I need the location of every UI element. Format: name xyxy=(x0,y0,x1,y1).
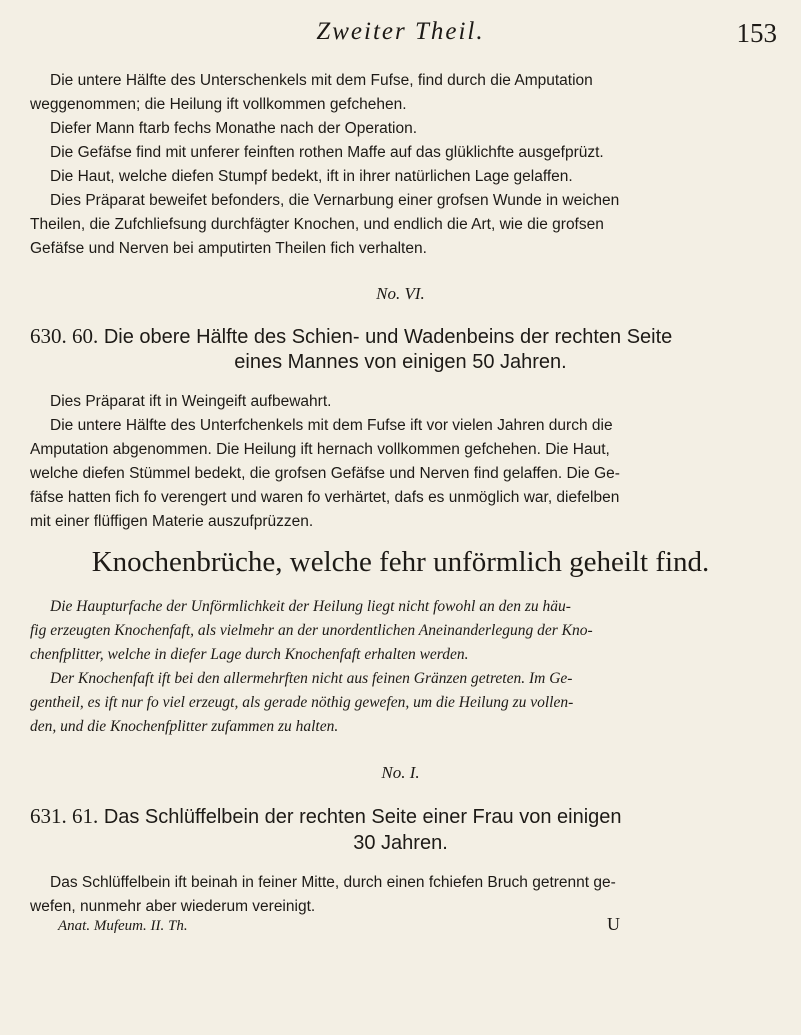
entry-title: Das Schlüffelbein der rechten Seite einer Frau von einigen xyxy=(103,806,622,828)
header-title: Zweiter Theil. xyxy=(316,18,485,45)
paragraph-line: Gefäfse und Nerven bei amputirten Theilen fich verhalten. xyxy=(30,240,427,257)
intro-line: fig erzeugten Knochenfaft, als vielmehr an der unordentlichen Aneinanderlegung der Kno- xyxy=(30,622,593,639)
paragraph-line: mit einer flüffigen Materie auszufprüzzen. xyxy=(30,513,314,530)
section-heading: Knochenbrüche, welche fehr unförmlich geheilt find. xyxy=(91,546,710,578)
paragraph-line: Diefer Mann ftarb fechs Monathe nach der Operation. xyxy=(50,120,418,137)
paragraph-line: Die Haut, welche diefen Stumpf bedekt, ift in ihrer natürlichen Lage gelaffen. xyxy=(50,168,573,185)
page-number: 153 xyxy=(736,18,777,48)
intro-line: chenfplitter, welche in diefer Lage durch Knochenfaft erhalten werden. xyxy=(30,646,469,663)
entry-title-cont: eines Mannes von einigen 50 Jahren. xyxy=(234,351,567,373)
paragraph-line: Amputation abgenommen. Die Heilung ift hernach vollkommen gefchehen. Die Haut, xyxy=(30,441,610,458)
entry-heading xyxy=(30,323,775,350)
paragraph-line: Theilen, die Zufchliefsung durchfägter Knochen, und endlich die Art, wie die grofsen xyxy=(30,216,604,233)
paragraph-line: weggenommen; die Heilung ift vollkommen gefchehen. xyxy=(30,96,407,113)
entry-title: Die obere Hälfte des Schien- und Wadenbeins der rechten Seite xyxy=(103,326,673,348)
entry-number: 630. 60. xyxy=(30,324,99,348)
entry-number: 631. 61. xyxy=(30,804,99,828)
paragraph-line: Die Gefäfse find mit unferer feinften rothen Maffe auf das glüklichfte ausgefprüzt. xyxy=(50,144,604,161)
running-header xyxy=(0,14,801,54)
intro-line: gentheil, es ift nur fo viel erzeugt, als gerade nöthig gewefen, um die Heilung zu vollen- xyxy=(30,694,574,711)
paragraph-line: fäfse hatten fich fo verengert und waren fo verhärtet, dafs es unmöglich war, diefelben xyxy=(30,489,620,506)
paragraph-line: Dies Präparat ift in Weingeift aufbewahrt. xyxy=(50,393,332,410)
paragraph-line: welche diefen Stümmel bedekt, die grofsen Gefäfse und Nerven find gelaffen. Die Ge- xyxy=(30,465,620,482)
paragraph-line: Das Schlüffelbein ift beinah in feiner Mitte, durch einen fchiefen Bruch getrennt ge- xyxy=(50,874,616,891)
intro-line: Der Knochenfaft ift bei den allermehrften nicht aus feinen Gränzen getreten. Im Ge- xyxy=(50,670,573,687)
paragraph-line: Die untere Hälfte des Unterfchenkels mit dem Fufse ift vor vielen Jahren durch die xyxy=(50,417,613,434)
paragraph-line: Dies Präparat beweifet befonders, die Vernarbung einer grofsen Wunde in weichen xyxy=(50,192,620,209)
entry-title-cont: 30 Jahren. xyxy=(353,832,448,854)
intro-line: den, und die Knochenfplitter zufammen zu halten. xyxy=(30,718,339,735)
section-number: No. VI. xyxy=(376,284,425,303)
paragraph-line: Die untere Hälfte des Unterschenkels mit dem Fufse, find durch die Amputation xyxy=(50,72,593,89)
signature-line: Anat. Mufeum. II. Th. xyxy=(58,918,188,934)
intro-line: Die Haupturfache der Unförmlichkeit der Heilung liegt nicht fowohl an den zu häu- xyxy=(50,598,571,615)
entry-heading xyxy=(30,803,775,830)
section-number: No. I. xyxy=(381,763,420,782)
paragraph-line: wefen, nunmehr aber wiederum vereinigt. xyxy=(30,898,316,915)
signature-mark: U xyxy=(607,914,620,934)
